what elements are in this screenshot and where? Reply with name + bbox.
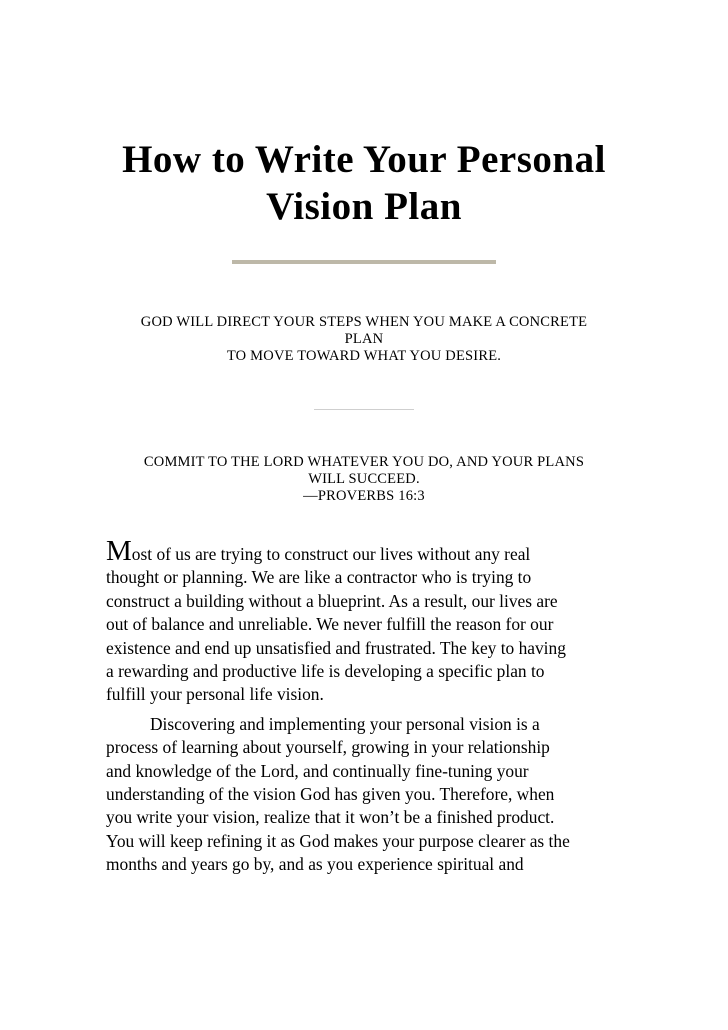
scripture-reference: —PROVERBS 16:3 (303, 488, 425, 504)
title-divider (232, 260, 496, 264)
paragraph-line: a rewarding and productive life is developing a specific plan to (106, 661, 545, 682)
paragraph-line: You will keep refining it as God makes your purpose clearer as the (106, 830, 570, 851)
scripture-line-2: WILL SUCCEED. (308, 471, 420, 487)
page-title-line-2: Vision Plan (266, 185, 462, 228)
paragraph-1 (106, 535, 626, 707)
body-text (106, 535, 626, 877)
principle-line-1: GOD WILL DIRECT YOUR STEPS WHEN YOU MAKE A CONCRETE (140, 314, 588, 330)
principle-line-2: PLAN (344, 331, 384, 347)
paragraph-1-first-line (106, 535, 626, 567)
page-title-line-1: How to Write Your Personal (122, 138, 606, 181)
paragraph-1-first-line-text: ost of us are trying to construct our lives without any real (131, 544, 531, 564)
paragraph-line: months and years go by, and as you experience spiritual and (106, 854, 524, 875)
page-title (100, 136, 628, 230)
paragraph-line: you write your vision, realize that it won’t be a finished product. (106, 807, 555, 828)
drop-cap: M (106, 535, 132, 567)
paragraph-line: Discovering and implementing your personal vision is a (150, 713, 540, 734)
paragraph-line: construct a building without a blueprint. As a result, our lives are (106, 590, 558, 611)
paragraph-line: and knowledge of the Lord, and continually fine-tuning your (106, 760, 529, 781)
paragraph-line: fulfill your personal life vision. (106, 684, 324, 705)
paragraph-line: existence and end up unsatisfied and frustrated. The key to having (106, 637, 566, 658)
paragraph-line: out of balance and unreliable. We never fulfill the reason for our (106, 614, 554, 635)
scripture-line-1: COMMIT TO THE LORD WHATEVER YOU DO, AND YOUR PLANS (143, 454, 585, 470)
chapter-principle (100, 314, 628, 365)
paragraph-line: thought or planning. We are like a contractor who is trying to (106, 567, 532, 588)
paragraph-2 (106, 713, 626, 877)
paragraph-line: process of learning about yourself, growing in your relationship (106, 737, 550, 758)
principle-line-3: TO MOVE TOWARD WHAT YOU DESIRE. (226, 348, 502, 364)
section-divider (314, 409, 414, 410)
paragraph-line: understanding of the vision God has given you. Therefore, when (106, 784, 555, 805)
scripture-quote (100, 454, 628, 505)
